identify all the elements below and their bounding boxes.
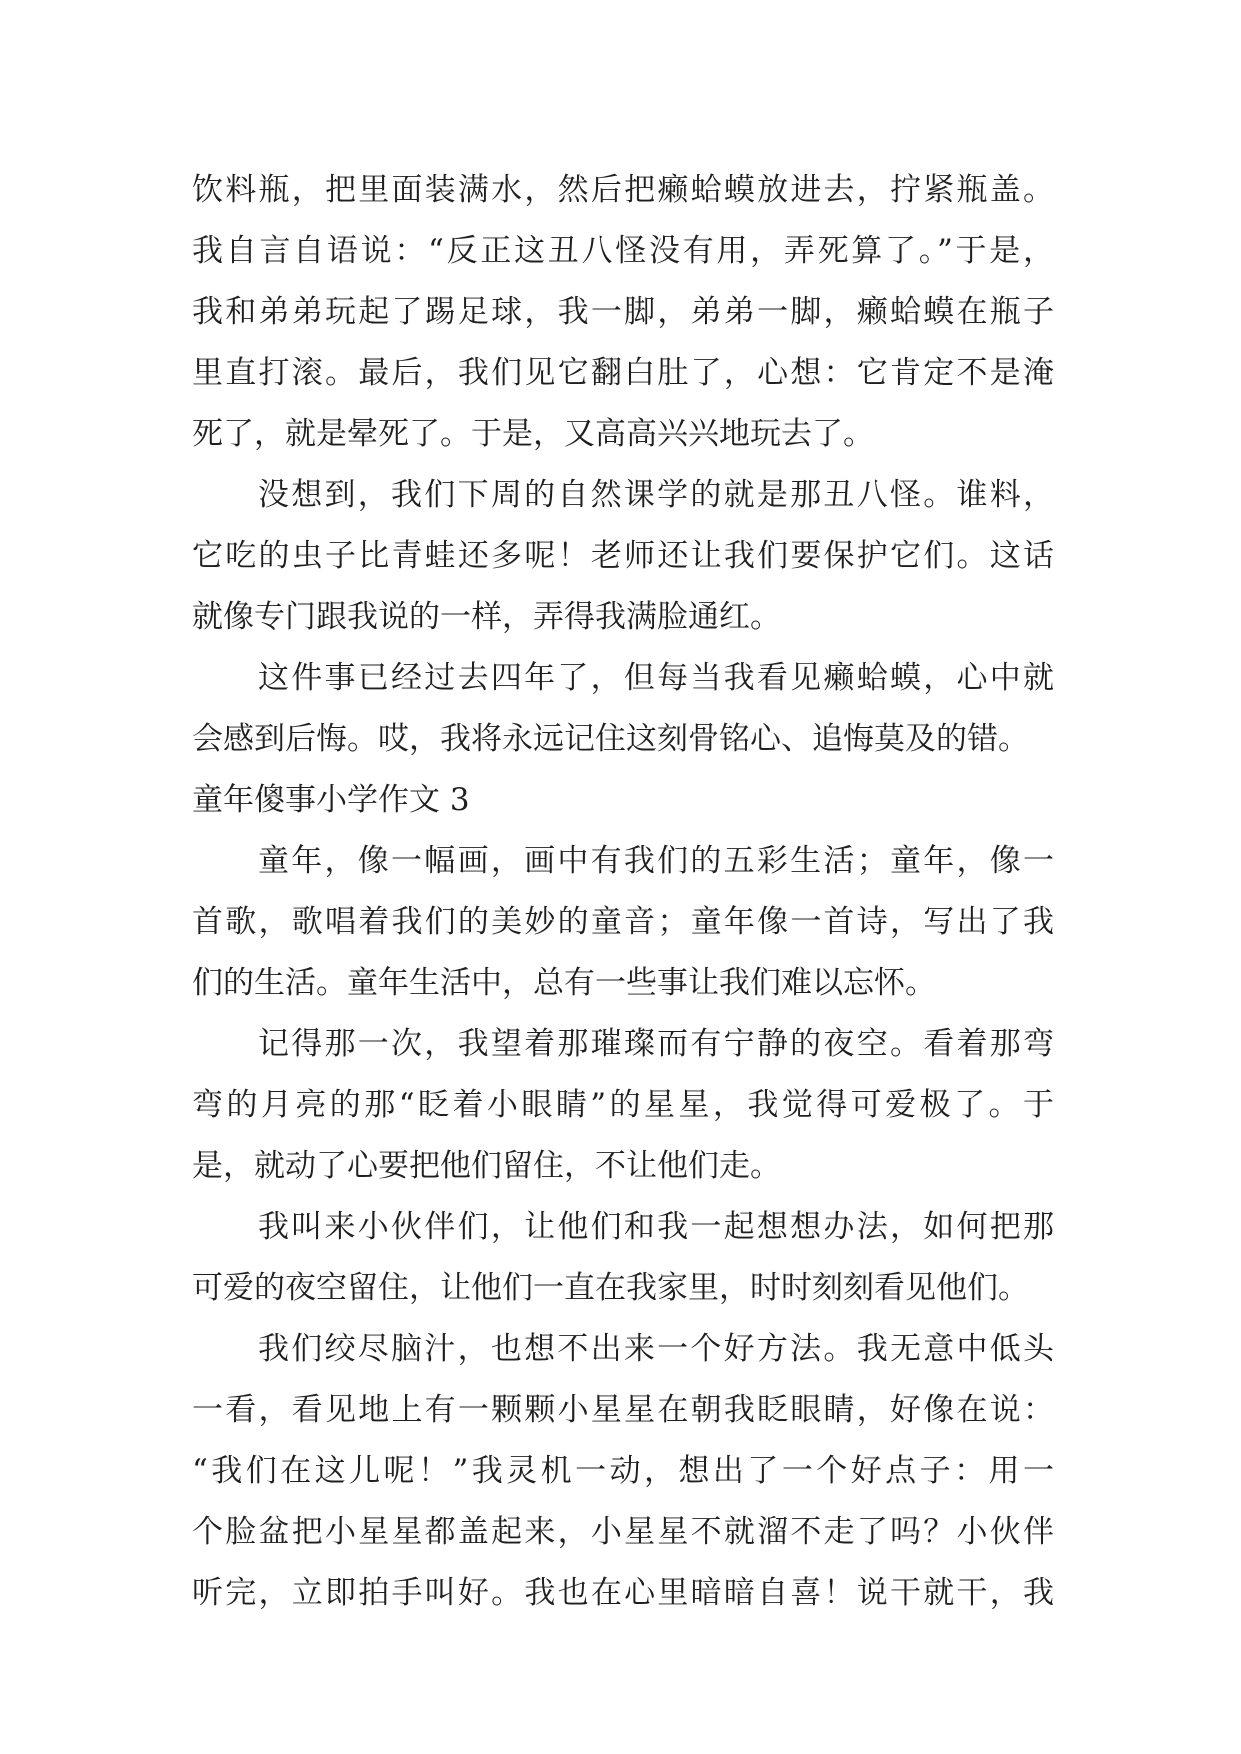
text-line: 它吃的虫子比青蛙还多呢！老师还让我们要保护它们。这话	[192, 538, 1054, 574]
text-line: 这件事已经过去四年了，但每当我看见癞蛤蟆，心中就	[258, 660, 1054, 696]
text-line: 一看，看见地上有一颗颗小星星在朝我眨眼睛，好像在说：	[192, 1392, 1054, 1428]
text-line: 我和弟弟玩起了踢足球，我一脚，弟弟一脚，癞蛤蟆在瓶子	[192, 294, 1054, 330]
section-heading	[192, 770, 1054, 831]
text-line: 弯的月亮的那“眨着小眼睛”的星星，我觉得可爱极了。于	[192, 1087, 1054, 1123]
text-line: 死了，就是晕死了。于是，又高高兴兴地玩去了。	[192, 416, 874, 452]
text-line: 我自言自语说：“反正这丑八怪没有用，弄死算了。”于是，	[192, 233, 1054, 269]
text-line: 童年傻事小学作文 3	[192, 782, 470, 818]
text-line: 会感到后悔。哎，我将永远记住这刻骨铭心、追悔莫及的错。	[192, 721, 1029, 757]
text-line: 我们绞尽脑汁，也想不出来一个好方法。我无意中低头	[258, 1331, 1054, 1367]
paragraph	[192, 465, 1054, 648]
paragraph	[192, 160, 1054, 465]
text-line: 我叫来小伙伴们，让他们和我一起想想办法，如何把那	[258, 1209, 1054, 1245]
document-page	[192, 160, 1054, 1624]
text-line: 饮料瓶，把里面装满水，然后把癞蛤蟆放进去，拧紧瓶盖。	[192, 172, 1054, 208]
text-line: 可爱的夜空留住，让他们一直在我家里，时时刻刻看见他们。	[192, 1270, 1029, 1306]
paragraph	[192, 1014, 1054, 1197]
text-line: “我们在这儿呢！”我灵机一动，想出了一个好点子：用一	[192, 1453, 1054, 1489]
paragraph	[192, 1197, 1054, 1319]
text-line: 们的生活。童年生活中，总有一些事让我们难以忘怀。	[192, 965, 936, 1001]
text-line: 是，就动了心要把他们留住，不让他们走。	[192, 1148, 781, 1184]
text-line: 记得那一次，我望着那璀璨而有宁静的夜空。看着那弯	[258, 1026, 1054, 1062]
text-line: 没想到，我们下周的自然课学的就是那丑八怪。谁料，	[258, 477, 1054, 513]
paragraph	[192, 831, 1054, 1014]
text-line: 就像专门跟我说的一样，弄得我满脸通红。	[192, 599, 781, 635]
text-line: 里直打滚。最后，我们见它翻白肚了，心想：它肯定不是淹	[192, 355, 1054, 391]
paragraph	[192, 1319, 1054, 1624]
text-line: 童年，像一幅画，画中有我们的五彩生活；童年，像一	[258, 843, 1054, 879]
text-line: 首歌，歌唱着我们的美妙的童音；童年像一首诗，写出了我	[192, 904, 1054, 940]
paragraph	[192, 648, 1054, 770]
text-line: 个脸盆把小星星都盖起来，小星星不就溜不走了吗？小伙伴	[192, 1514, 1054, 1550]
text-line: 听完，立即拍手叫好。我也在心里暗暗自喜！说干就干，我	[192, 1575, 1054, 1611]
